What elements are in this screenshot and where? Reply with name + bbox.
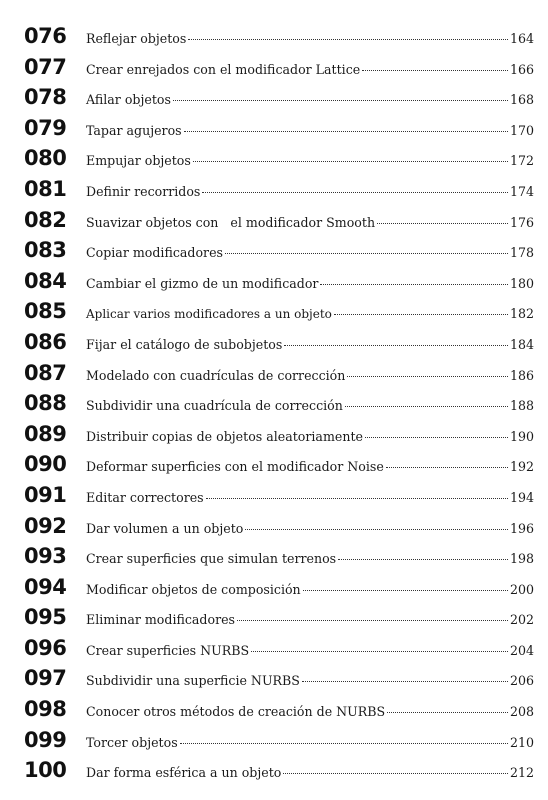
dot-leader: [206, 498, 508, 499]
toc-entry[interactable]: [0, 361, 548, 392]
dot-leader: [386, 467, 508, 468]
entry-number: 091: [24, 482, 67, 507]
entry-number: 080: [24, 146, 67, 171]
entry-page: 186: [509, 367, 534, 383]
entry-page: 178: [509, 245, 534, 261]
entry-title: Tapar agujeros: [86, 122, 182, 138]
dot-leader: [320, 284, 508, 285]
entry-number: 092: [24, 513, 67, 538]
entry-page: 188: [509, 398, 534, 414]
entry-number: 100: [24, 758, 67, 783]
toc-entry[interactable]: [0, 208, 548, 239]
entry-number: 097: [24, 666, 67, 691]
entry-page: 210: [509, 734, 534, 750]
entry-title: Fijar el catálogo de subobjetos: [86, 336, 283, 352]
dot-leader: [184, 131, 508, 132]
dot-leader: [334, 314, 508, 315]
entry-page: 198: [509, 551, 534, 567]
dot-leader: [237, 620, 508, 621]
entry-page: 190: [509, 428, 534, 444]
entry-title: Subdividir una cuadrícula de corrección: [86, 398, 343, 414]
entry-title: Crear superficies que simulan terrenos: [86, 551, 337, 567]
entry-title: Aplicar varios modificadores a un objeto: [86, 307, 332, 322]
dot-leader: [193, 161, 508, 162]
entry-number: 099: [24, 727, 67, 752]
entry-page: 206: [509, 673, 534, 689]
entry-number: 087: [24, 360, 67, 385]
dot-leader: [283, 773, 508, 774]
toc-entry[interactable]: [0, 636, 548, 667]
entry-number: 089: [24, 421, 67, 446]
toc-entry[interactable]: [0, 146, 548, 177]
entry-page: 180: [509, 275, 534, 291]
entry-title: Definir recorridos: [86, 183, 201, 199]
toc-entry[interactable]: [0, 177, 548, 208]
entry-title: Modelado con cuadrículas de corrección: [86, 367, 346, 383]
toc-entry[interactable]: [0, 55, 548, 86]
entry-number: 090: [24, 452, 67, 477]
entry-title: Crear superficies NURBS: [86, 642, 250, 658]
dot-leader: [345, 406, 508, 407]
toc-entry[interactable]: [0, 697, 548, 728]
entry-number: 093: [24, 544, 67, 569]
entry-page: 192: [509, 459, 534, 475]
dot-leader: [302, 681, 508, 682]
entry-title: Dar forma esférica a un objeto: [86, 765, 282, 781]
toc-entry[interactable]: [0, 666, 548, 697]
entry-page: 184: [509, 336, 534, 352]
dot-leader: [202, 192, 508, 193]
entry-title: Afilar objetos: [86, 92, 171, 108]
entry-number: 077: [24, 54, 67, 79]
entry-title: Suavizar objetos con el modificador Smooth: [86, 214, 376, 230]
entry-title: Modificar objetos de composición: [86, 581, 301, 597]
entry-number: 085: [24, 299, 67, 324]
dot-leader: [365, 437, 508, 438]
entry-title: Cambiar el gizmo de un modificador: [86, 275, 319, 291]
toc-entry[interactable]: [0, 728, 548, 759]
entry-page: 164: [509, 31, 534, 46]
toc-entry[interactable]: [0, 330, 548, 361]
entry-page: 202: [509, 612, 534, 628]
dot-leader: [173, 100, 508, 101]
entry-page: 212: [509, 765, 534, 781]
toc-entry[interactable]: [0, 391, 548, 422]
entry-number: 086: [24, 329, 67, 354]
entry-title: Distribuir copias de objetos aleatoriamente: [86, 428, 363, 444]
dot-leader: [245, 529, 508, 530]
toc-entry[interactable]: [0, 544, 548, 575]
toc-entry[interactable]: [0, 422, 548, 453]
dot-leader: [347, 376, 508, 377]
entry-title: Deformar superficies con el modificador Noise: [86, 459, 384, 475]
entry-number: 095: [24, 605, 67, 630]
entry-number: 084: [24, 268, 67, 293]
dot-leader: [338, 559, 508, 560]
entry-page: 166: [509, 61, 534, 77]
entry-title: Crear enrejados con el modificador Lattice: [86, 61, 361, 77]
entry-number: 094: [24, 574, 67, 599]
entry-number: 076: [24, 24, 67, 48]
entry-page: 174: [509, 183, 534, 199]
dot-leader: [284, 345, 508, 346]
entry-page: 204: [509, 642, 534, 658]
toc-entry[interactable]: [0, 85, 548, 116]
dot-leader: [362, 70, 508, 71]
toc-entry[interactable]: [0, 758, 548, 789]
entry-page: 176: [509, 214, 534, 230]
toc-entry[interactable]: [0, 116, 548, 147]
entry-number: 078: [24, 85, 67, 110]
table-of-contents: [0, 24, 548, 789]
entry-title: Dar volumen a un objeto: [86, 520, 244, 536]
toc-entry[interactable]: [0, 452, 548, 483]
dot-leader: [303, 590, 508, 591]
dot-leader: [188, 39, 508, 40]
entry-title: Eliminar modificadores: [86, 612, 236, 628]
entry-title: Copiar modificadores: [86, 245, 223, 261]
toc-entry[interactable]: [0, 299, 548, 330]
entry-page: 182: [509, 306, 534, 322]
toc-entry[interactable]: [0, 514, 548, 545]
entry-number: 082: [24, 207, 67, 232]
entry-page: 196: [509, 520, 534, 536]
dot-leader: [225, 253, 508, 254]
entry-title: Empujar objetos: [86, 153, 191, 169]
entry-page: 208: [509, 704, 534, 720]
entry-page: 200: [509, 581, 534, 597]
dot-leader: [387, 712, 508, 713]
entry-title: Conocer otros métodos de creación de NURBS: [86, 704, 386, 720]
entry-title: Editar correctores: [86, 489, 204, 505]
dot-leader: [180, 743, 508, 744]
toc-entry[interactable]: [0, 269, 548, 300]
entry-number: 079: [24, 115, 67, 140]
dot-leader: [377, 223, 508, 224]
toc-entry[interactable]: [0, 24, 548, 55]
entry-title: Reflejar objetos: [86, 31, 187, 46]
toc-entry[interactable]: [0, 605, 548, 636]
entry-page: 172: [509, 153, 534, 169]
entry-title: Subdividir una superficie NURBS: [86, 673, 300, 689]
toc-entry[interactable]: [0, 483, 548, 514]
entry-number: 096: [24, 635, 67, 660]
entry-page: 168: [509, 92, 534, 108]
entry-number: 088: [24, 391, 67, 416]
entry-number: 098: [24, 697, 67, 722]
dot-leader: [251, 651, 508, 652]
entry-number: 083: [24, 238, 67, 263]
entry-title: Torcer objetos: [86, 734, 178, 750]
entry-page: 170: [509, 122, 534, 138]
entry-page: 194: [509, 489, 534, 505]
toc-entry[interactable]: [0, 238, 548, 269]
entry-number: 081: [24, 176, 67, 201]
toc-entry[interactable]: [0, 575, 548, 606]
